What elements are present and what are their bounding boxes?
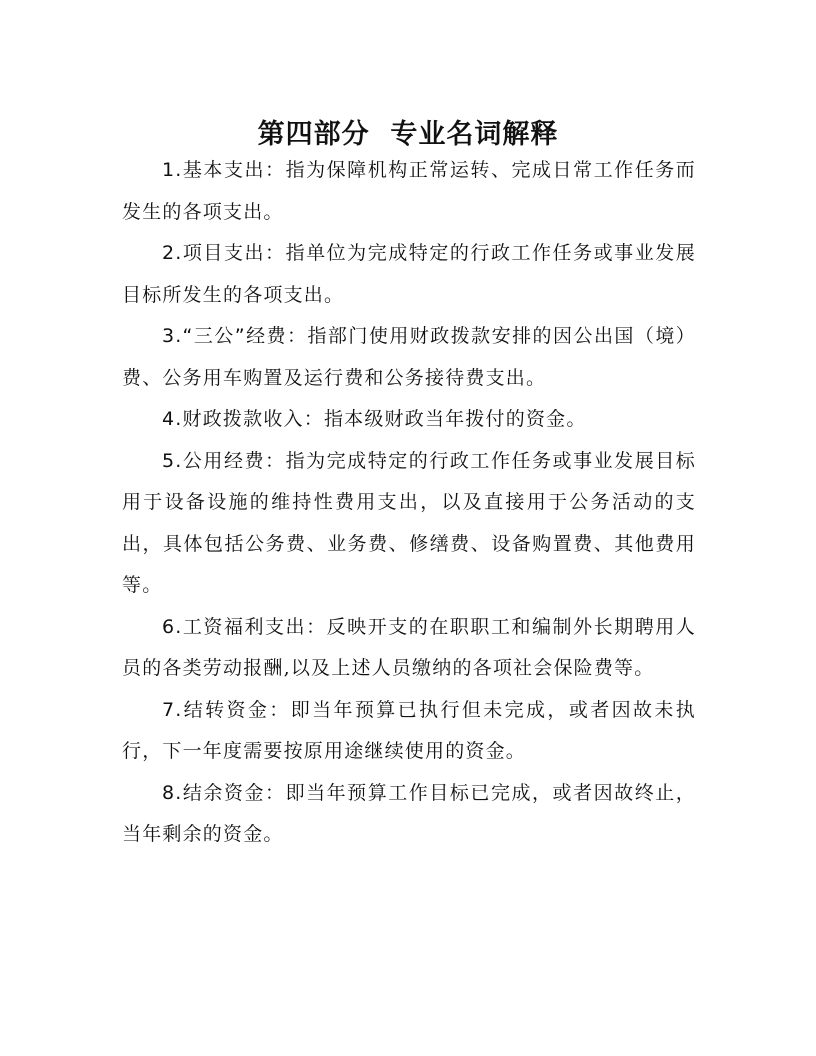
glossary-item-8 (122, 773, 696, 856)
item-definition: 指为完成特定的行政工作任务或事业发展目标用于设备设施的维持性费用支出，以及直接用于公务活动的支出，具体包括公务费、业务费、修缮费、设备购置费、其他费用等。 (122, 449, 696, 596)
page-title: 第四部分 专业名词解释 (257, 119, 559, 150)
item-term: “三公”经费： (182, 325, 308, 347)
item-number: 7. (162, 698, 183, 721)
item-number: 6. (162, 615, 183, 638)
item-definition: 指为保障机构正常运转、完成日常工作任务而发生的各项支出。 (122, 159, 696, 223)
item-term: 财政拨款收入： (182, 408, 324, 430)
item-term: 工资福利支出： (182, 615, 327, 638)
item-term: 结余资金： (182, 781, 286, 804)
glossary-item-2 (122, 233, 696, 316)
item-definition: 反映开支的在职职工和编制外长期聘用人员的各类劳动报酬,以及上述人员缴纳的各项社会保险费等。 (122, 615, 696, 679)
glossary-item-7 (122, 690, 696, 773)
item-number: 8. (162, 781, 183, 804)
item-number: 2. (162, 242, 183, 264)
item-term: 公用经费： (182, 449, 286, 472)
glossary-item-5 (122, 441, 696, 607)
item-term: 项目支出： (182, 242, 286, 264)
glossary-item-4 (122, 399, 696, 441)
item-number: 4. (162, 408, 183, 430)
item-term: 结转资金： (182, 698, 291, 721)
item-number: 5. (162, 449, 183, 472)
item-term: 基本支出： (182, 159, 286, 181)
item-definition: 即当年预算工作目标已完成，或者因故终止，当年剩余的资金。 (122, 781, 696, 845)
glossary-item-3 (122, 316, 696, 399)
glossary-item-1 (122, 150, 696, 233)
glossary-item-6 (122, 607, 696, 690)
item-number: 1. (162, 159, 183, 181)
glossary-body (122, 150, 696, 856)
item-definition: 指本级财政当年拨付的资金。 (323, 408, 587, 430)
item-definition: 指单位为完成特定的行政工作任务或事业发展目标所发生的各项支出。 (122, 242, 696, 306)
item-number: 3. (162, 325, 183, 347)
item-definition: 即当年预算已执行但未完成，或者因故未执行，下一年度需要按原用途继续使用的资金。 (122, 698, 696, 762)
item-definition: 指部门使用财政拨款安排的因公出国（境）费、公务用车购置及运行费和公务接待费支出。 (122, 325, 696, 389)
